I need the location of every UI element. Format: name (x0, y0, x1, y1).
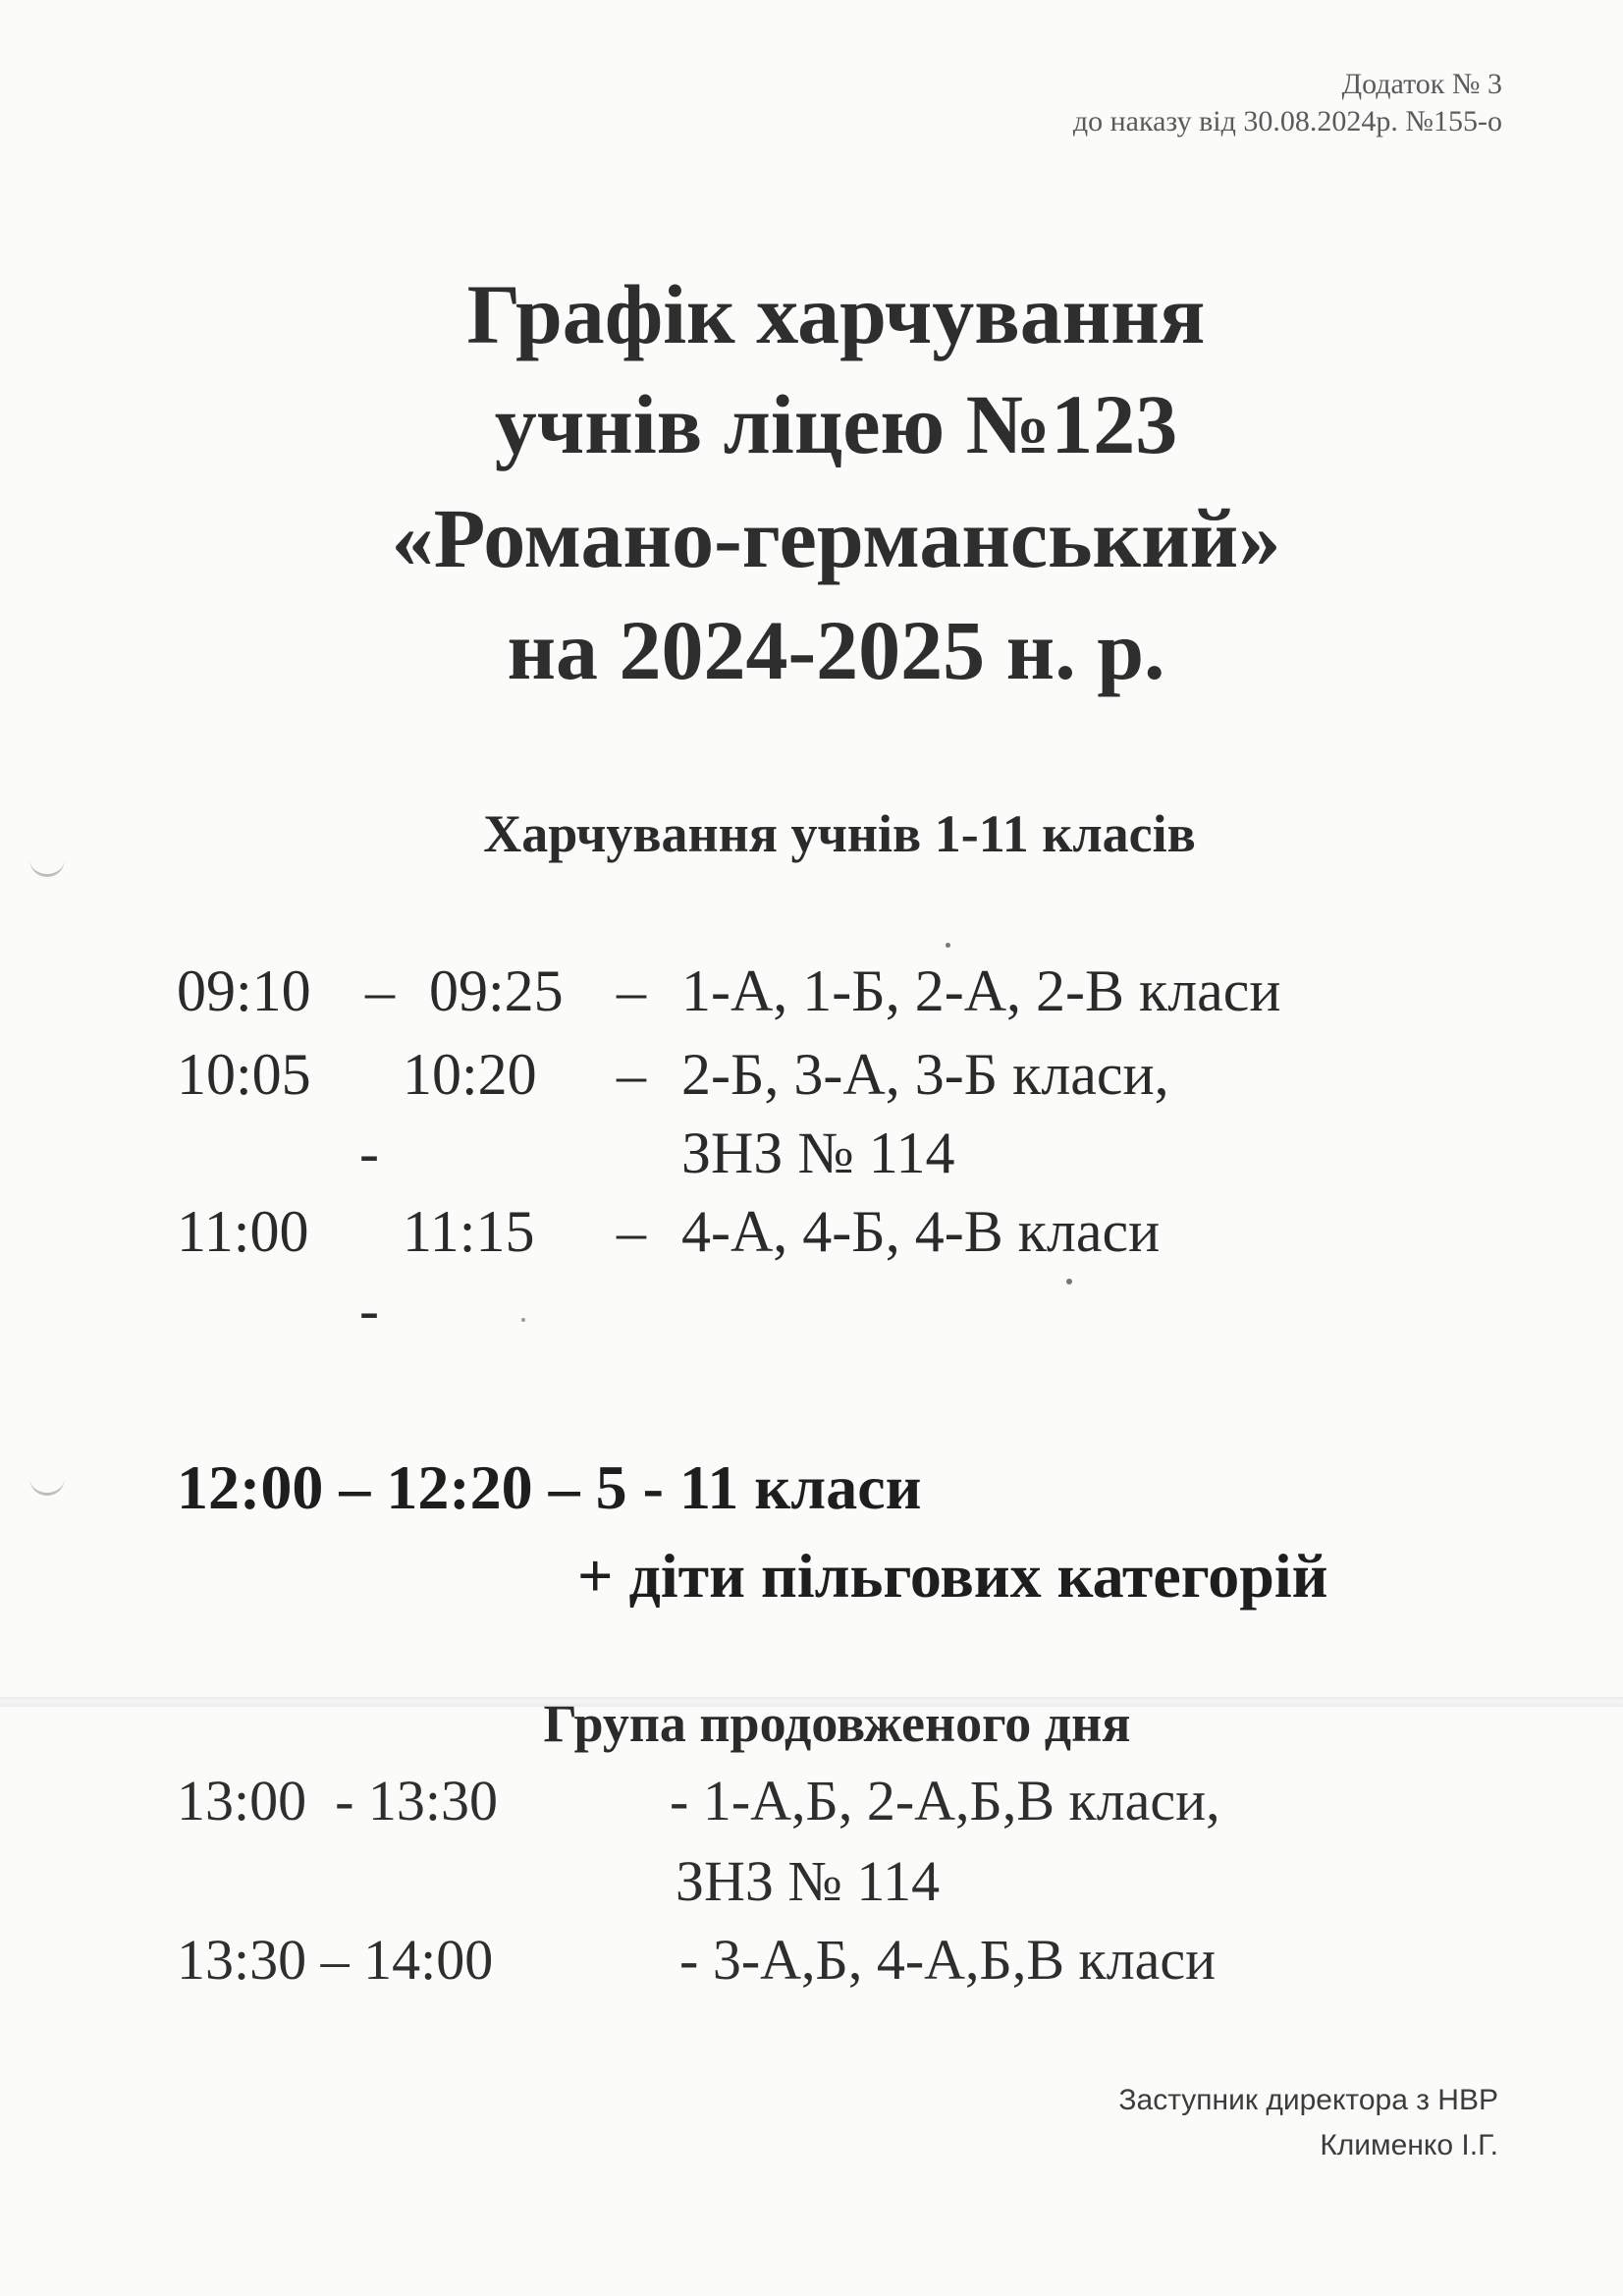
time-separator: – (365, 958, 395, 1023)
school-reference: ЗНЗ № 114 (681, 1121, 955, 1185)
time-end: 10:20 (403, 1042, 537, 1107)
time-separator: - (359, 1121, 379, 1185)
annex-number: Додаток № 3 (1341, 68, 1502, 100)
page-title-line-1: Графік харчування (466, 267, 1206, 361)
scan-speck (946, 943, 950, 948)
page-title-line-4: на 2024-2025 н. р. (507, 603, 1165, 697)
dash: – (617, 1042, 646, 1107)
class-list: 2-Б, 3-А, 3-Б класи, (681, 1042, 1169, 1107)
scan-speck (1066, 1279, 1072, 1285)
class-list: 4-А, 4-Б, 4-В класи (681, 1199, 1161, 1264)
dash: – (617, 1199, 646, 1264)
signer-name: Клименко І.Г. (1320, 2129, 1498, 2161)
senior-meal-time: 12:00 – 12:20 – 5 - 11 класи (177, 1452, 922, 1522)
section-heading-extended-day: Група продовженого дня (543, 1694, 1131, 1753)
time-separator: - (359, 1278, 379, 1342)
dash: – (617, 958, 646, 1023)
time-start: 10:05 (177, 1042, 311, 1107)
time-end: 11:15 (403, 1199, 535, 1264)
class-list: 1-А, 1-Б, 2-А, 2-В класи (681, 958, 1281, 1023)
section-heading-meals: Харчування учнів 1-11 класів (483, 804, 1196, 863)
privileged-note: + діти пільгових категорій (577, 1541, 1328, 1611)
time-start: 09:10 (177, 958, 311, 1023)
time-range: 13:00 - 13:30 (177, 1769, 499, 1832)
page-title-line-2: учнів ліцею №123 (494, 377, 1178, 471)
time-end: 09:25 (429, 958, 564, 1023)
page-title-line-3: «Романо-германський» (391, 491, 1281, 585)
order-reference: до наказу від 30.08.2024р. №155-о (1072, 105, 1502, 137)
time-start: 11:00 (177, 1199, 309, 1264)
class-list: - 3-А,Б, 4-А,Б,В класи (679, 1928, 1217, 1992)
signer-position: Заступник директора з НВР (1118, 2084, 1498, 2116)
class-list: - 1-А,Б, 2-А,Б,В класи, (670, 1769, 1220, 1832)
scan-speck (521, 1318, 525, 1322)
punch-hole-mark (29, 1475, 65, 1496)
time-range: 13:30 – 14:00 (177, 1928, 494, 1992)
school-reference: ЗНЗ № 114 (676, 1849, 941, 1913)
